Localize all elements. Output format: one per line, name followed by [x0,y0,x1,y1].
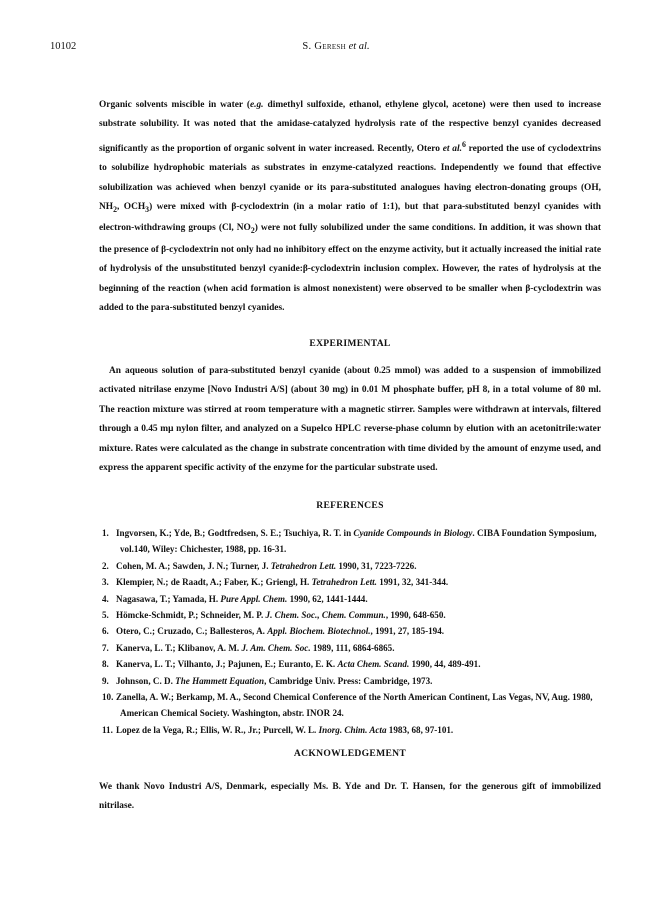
page-number: 10102 [50,41,77,52]
subscript: 2 [113,205,117,215]
reference-source: J. Am. Chem. Soc. [241,642,311,653]
reference-source: Appl. Biochem. Biotechnol. [267,626,371,637]
intro-paragraph [99,96,601,318]
reference-item [102,525,602,558]
intro-text-5: ) were mixed with β-cyclodextrin (in a molar ratio of 1:1), but that para-substituted benzyl cyanides with electron-withdrawing groups (Cl, NO [99,202,601,234]
reference-number: 11. [102,724,113,735]
reference-authors: Johnson, C. D. [116,675,176,686]
reference-details: 1990, 62, 1441-1444. [287,593,368,604]
reference-source: Tetrahedron Lett. [311,577,377,588]
reference-number: 3. [102,577,109,588]
reference-details: 1989, 111, 6864-6865. [310,642,395,653]
reference-details: 1991, 32, 341-344. [376,577,449,588]
experimental-heading: EXPERIMENTAL [309,338,391,349]
reference-item [102,591,602,607]
running-head [50,41,622,52]
reference-item [102,689,602,722]
reference-authors: Cohen, M. A.; Sawden, J. N.; Turner, J. [116,560,271,571]
reference-authors: Hömcke-Schmidt, P.; Schneider, M. P. [116,610,266,621]
reference-source: Pure Appl. Chem. [220,593,288,604]
reference-item [102,623,602,639]
acknowledgement-heading: ACKNOWLEDGEMENT [293,748,407,759]
reference-authors: Kanerva, L. T.; Vilhanto, J.; Pajunen, E.; Euranto, E. K. [116,659,338,670]
intro-text-1: Organic solvents miscible in water ( [99,100,250,110]
intro-text-3: reported the use of cyclodextrins to solubilize hydrophobic materials as substrates in enzyme-catalyzed reactions. Independently we found that effective solubilization was achieved when benzyl cyanide or its para-substituted analogues having electron-donating groups (OH, NH [99,143,602,213]
reference-item [102,722,602,738]
reference-number: 1. [102,528,109,538]
reference-authors: Klempier, N.; de Raadt, A.; Faber, K.; Griengl, H. [116,577,312,588]
reference-number: 7. [102,642,109,653]
reference-source: Cyanide Compounds in Biology [353,528,473,538]
reference-details: , 1990, 648-650. [385,610,446,621]
reference-number: 4. [102,593,109,604]
subscript: 2 [250,226,255,236]
reference-number: 10. [102,692,114,703]
reference-details: 1983, 68, 97-101. [386,724,454,735]
reference-authors: Kanerva, L. T.; Klibanov, A. M. [116,642,242,653]
intro-text-2: dimethyl sulfoxide, ethanol, ethylene glycol, acetone) were then used to increase substrate solubility. It was noted that the amidase-catalyzed hydrolysis rate of the respective benzyl cyanides decreased significantly as the proportion of organic solvent in water increased. Recently, Otero [99,100,601,154]
reference-details: , 1991, 27, 185-194. [370,626,445,637]
intro-text-6: ) were not fully solubilized under the same conditions. In addition, it was shown that the presence of β-cyclodextrin not only had no inhibitory effect on the enzyme activity, but it actually increased the initial rate of hydrolysis of the unsubstituted benzyl cyanide:β-cyclodextrin inclusion complex. However, the rates of hydrolysis at the beginning of the reaction (when acid formation is almost nonexistent) were observed to be smaller when β-cyclodextrin was added to the para-substituted benzyl cyanides. [99,223,601,313]
reference-number: 6. [102,626,109,637]
reference-details: , Cambridge Univ. Press: Cambridge, 1973. [264,675,433,686]
reference-item [102,558,602,574]
subscript: 3 [145,205,150,215]
running-head-etal: et al. [348,41,370,52]
reference-item [102,656,602,672]
reference-source: J. Chem. Soc., Chem. Commun. [265,610,386,621]
references-heading: REFERENCES [316,500,384,511]
reference-item [102,607,602,623]
running-head-authors: S. Geresh [302,41,346,52]
reference-source: Tetrahedron Lett. [270,560,337,571]
references-list [102,525,602,738]
reference-authors: Nagasawa, T.; Yamada, H. [116,593,221,604]
reference-item [102,640,602,656]
intro-eg: e.g. [249,100,264,110]
reference-number: 5. [102,610,109,621]
reference-details: 1990, 31, 7223-7226. [336,560,417,571]
citation-superscript: 6 [461,139,466,149]
reference-item [102,673,602,689]
intro-text-4: , OCH [116,202,146,213]
reference-number: 9. [102,675,109,686]
acknowledgement-paragraph: We thank Novo Industri A/S, Denmark, especially Ms. B. Yde and Dr. T. Hansen, for the generous gift of immobilized nitrilase. [99,782,601,812]
reference-source: The Hammett Equation [175,675,265,686]
reference-authors: Zanella, A. W.; Berkamp, M. A., Second Chemical Conference of the North American Continent, Las Vegas, NV, Aug. 1980, American Chemical Society. Washington, abstr. INOR 24. [116,692,593,719]
reference-details: 1990, 44, 489-491. [409,659,481,670]
experimental-paragraph: An aqueous solution of para-substituted benzyl cyanide (about 0.25 mmol) was added to a suspension of immobilized activated nitrilase enzyme [Novo Industri A/S] (about 30 mg) in 0.01 M phosphate buffer, pH 8, in a total volume of 80 ml. The reaction mixture was stirred at room temperature with a magnetic stirrer. Samples were withdrawn at intervals, filtered through a 0.45 mμ nylon filter, and analyzed on a Supelco HPLC reverse-phase column by elution with an acetonitrile:water mixture. Rates were calculated as the change in substrate concentration with time divided by the amount of enzyme used, and express the apparent specific activity of the enzyme for the particular substrate used. [99,366,601,474]
reference-authors: Ingvorsen, K.; Yde, B.; Godtfredsen, S. E.; Tsuchiya, R. T. in [116,528,354,538]
reference-details: . CIBA Foundation Symposium, vol.140, Wiley: Chichester, 1988, pp. 16-31. [120,528,597,555]
intro-etal: et al. [442,143,462,154]
reference-source: Inorg. Chim. Acta [318,724,387,735]
reference-number: 2. [102,560,109,571]
page-header [50,41,622,57]
reference-authors: Otero, C.; Cruzado, C.; Ballesteros, A. [116,626,268,637]
reference-number: 8. [102,659,109,670]
reference-source: Acta Chem. Scand. [337,659,410,670]
reference-authors: Lopez de la Vega, R.; Ellis, W. R., Jr.; Purcell, W. L. [116,724,319,735]
reference-item [102,574,602,590]
